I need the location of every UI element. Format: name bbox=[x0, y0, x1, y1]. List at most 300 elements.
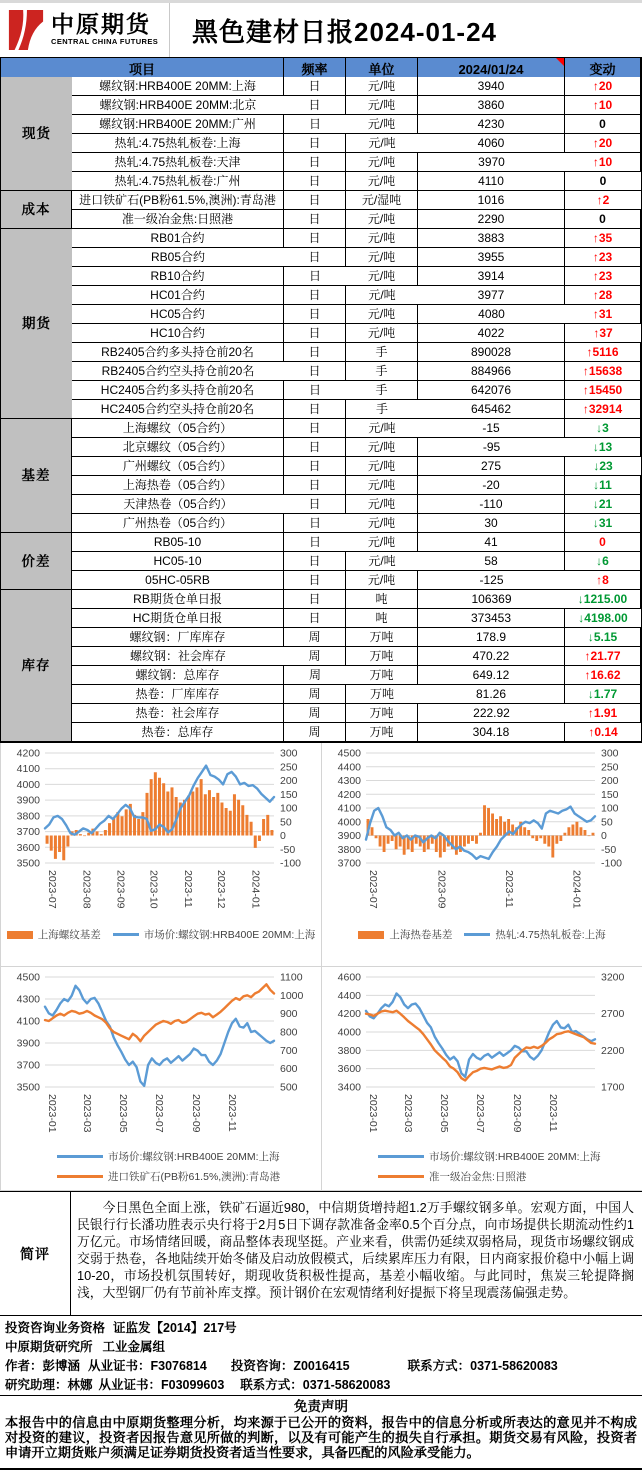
row-frequency: 日 bbox=[284, 381, 346, 400]
svg-text:2023-07: 2023-07 bbox=[46, 870, 58, 909]
logo-company-name-en: CENTRAL CHINA FUTURES bbox=[51, 37, 159, 46]
row-frequency: 日 bbox=[284, 77, 346, 96]
row-frequency: 日 bbox=[284, 267, 346, 286]
row-value: 645462 bbox=[418, 400, 565, 419]
row-item-name: 螺纹钢：厂库库存 bbox=[72, 628, 284, 647]
contact-line-3 bbox=[5, 1357, 642, 1376]
row-unit: 元/吨 bbox=[346, 438, 418, 457]
legend-label: 市场价:螺纹钢:HRB400E 20MM:上海 bbox=[429, 1151, 601, 1163]
row-frequency: 日 bbox=[284, 533, 346, 552]
row-change: ↓23 bbox=[565, 457, 641, 476]
row-change: ↓21 bbox=[565, 495, 641, 514]
contact-line-2 bbox=[5, 1338, 642, 1357]
svg-text:2700: 2700 bbox=[601, 1008, 625, 1021]
row-change: ↑15450 bbox=[565, 381, 641, 400]
row-value: 1016 bbox=[418, 191, 565, 210]
row-unit: 元/吨 bbox=[346, 419, 418, 438]
svg-text:2023-09: 2023-09 bbox=[189, 1094, 202, 1133]
contact-segment: 证监发【2014】217号 bbox=[113, 1321, 237, 1335]
row-unit: 万吨 bbox=[346, 647, 418, 666]
contact-segment: 从业证书：F03099603 bbox=[98, 1378, 225, 1392]
row-change: ↑21.77 bbox=[565, 647, 641, 666]
svg-text:150: 150 bbox=[601, 788, 619, 801]
row-item-name: 上海螺纹（05合约） bbox=[72, 419, 284, 438]
row-change: ↑10 bbox=[565, 96, 641, 115]
legend-label: 市场价:螺纹钢:HRB400E 20MM:上海 bbox=[143, 929, 316, 941]
svg-text:250: 250 bbox=[280, 761, 298, 774]
row-unit: 元/吨 bbox=[346, 77, 418, 96]
legend-item bbox=[464, 927, 605, 942]
line-series-swatch-icon bbox=[464, 933, 490, 937]
row-change: 0 bbox=[565, 172, 641, 191]
column-header-change: 变动 bbox=[565, 58, 641, 81]
legend-label: 进口铁矿石(PB粉61.5%,澳洲):青岛港 bbox=[108, 1171, 281, 1183]
svg-text:2023-09: 2023-09 bbox=[510, 1094, 523, 1133]
row-value: 4110 bbox=[418, 172, 565, 191]
svg-text:2023-11: 2023-11 bbox=[225, 1094, 238, 1132]
row-change: ↑1.91 bbox=[565, 704, 641, 723]
row-item-name: RB10合约 bbox=[72, 267, 284, 286]
row-frequency: 日 bbox=[284, 248, 346, 267]
row-item-name: 热轧:4.75热轧板卷:广州 bbox=[72, 172, 284, 191]
row-unit: 元/吨 bbox=[346, 552, 418, 571]
svg-text:2024-01: 2024-01 bbox=[570, 870, 583, 909]
row-unit: 手 bbox=[346, 343, 418, 362]
row-item-name: RB2405合约空头持仓前20名 bbox=[72, 362, 284, 381]
line-series-swatch-icon bbox=[378, 1175, 424, 1179]
contact-segment: 联系方式：0371-58620083 bbox=[240, 1378, 391, 1392]
legend-label: 上海热卷基差 bbox=[389, 929, 453, 941]
row-value: 275 bbox=[418, 457, 565, 476]
row-change: ↓1.77 bbox=[565, 685, 641, 704]
row-item-name: RB05合约 bbox=[72, 248, 284, 267]
contact-line-4 bbox=[5, 1376, 642, 1395]
row-item-name: HC2405合约多头持仓前20名 bbox=[72, 381, 284, 400]
contact-segment: 投资咨询业务资格 bbox=[5, 1321, 106, 1335]
row-unit: 手 bbox=[346, 362, 418, 381]
row-frequency: 周 bbox=[284, 685, 346, 704]
row-change: ↑20 bbox=[565, 134, 641, 153]
svg-text:3700: 3700 bbox=[16, 1059, 40, 1072]
row-unit: 元/吨 bbox=[346, 514, 418, 533]
svg-text:2200: 2200 bbox=[601, 1044, 625, 1057]
row-unit: 万吨 bbox=[346, 685, 418, 704]
row-unit: 吨 bbox=[346, 590, 418, 609]
row-unit: 元/吨 bbox=[346, 476, 418, 495]
svg-text:3900: 3900 bbox=[16, 794, 40, 807]
svg-text:0: 0 bbox=[280, 830, 286, 842]
svg-text:700: 700 bbox=[280, 1044, 298, 1057]
section-label-现货: 现货 bbox=[1, 77, 72, 191]
section-label-价差: 价差 bbox=[1, 533, 72, 590]
svg-text:-50: -50 bbox=[601, 843, 617, 856]
row-frequency: 日 bbox=[284, 115, 346, 134]
row-frequency: 日 bbox=[284, 305, 346, 324]
legend-label: 市场价:螺纹钢:HRB400E 20MM:上海 bbox=[108, 1151, 280, 1163]
row-unit: 元/吨 bbox=[346, 457, 418, 476]
legend-item bbox=[57, 1149, 280, 1164]
row-item-name: 螺纹钢:HRB400E 20MM:广州 bbox=[72, 115, 284, 134]
row-frequency: 日 bbox=[284, 400, 346, 419]
svg-text:3500: 3500 bbox=[16, 1081, 40, 1094]
chart-cell-2 bbox=[322, 743, 642, 967]
svg-text:900: 900 bbox=[280, 1008, 298, 1021]
row-unit: 元/吨 bbox=[346, 153, 418, 172]
row-value: 4060 bbox=[418, 134, 565, 153]
svg-text:4200: 4200 bbox=[337, 1008, 361, 1021]
row-change: ↓3 bbox=[565, 419, 641, 438]
row-item-name: 热卷：厂库库存 bbox=[72, 685, 284, 704]
chart-2-plot bbox=[322, 745, 641, 919]
svg-text:4100: 4100 bbox=[16, 1015, 40, 1028]
svg-text:0: 0 bbox=[601, 830, 607, 842]
row-frequency: 周 bbox=[284, 666, 346, 685]
svg-text:1700: 1700 bbox=[601, 1081, 625, 1094]
svg-text:2023-03: 2023-03 bbox=[401, 1094, 414, 1133]
contact-section bbox=[0, 1316, 642, 1396]
row-value: 884966 bbox=[418, 362, 565, 381]
line-series-swatch-icon bbox=[57, 1155, 103, 1159]
section-label-库存: 库存 bbox=[1, 590, 72, 742]
svg-text:2023-09: 2023-09 bbox=[114, 870, 127, 909]
svg-text:100: 100 bbox=[601, 802, 619, 815]
legend-item bbox=[378, 1169, 526, 1184]
row-frequency: 日 bbox=[284, 153, 346, 172]
chart-4-legend bbox=[322, 1149, 642, 1184]
row-unit: 万吨 bbox=[346, 666, 418, 685]
row-value: 890028 bbox=[418, 343, 565, 362]
row-change: ↑20 bbox=[565, 77, 641, 96]
comment-text: 今日黑色全面上涨，铁矿石逼近980，中信期货增持超1.2万手螺纹钢多单。宏观方面，中国人民银行行长潘功胜表示央行将于2月5日下调存款准备金率0.5个百分点，向市场提供长期流动性约1万亿元。市场情绪回暖，商品整体表现坚挺。产业来看，供需仍延续双弱格局，现货市场螺纹钢成交弱于热卷，各地陆续开始冬储及启动放假模式，后续累库压力有限，日内商家报价稳中小幅上调10-20，市场投机氛围转好，期现收货积极性提高，基差小幅收缩。与此同时，焦炭三轮提降搁浅，大型钢厂仍有节前补库支撑。预计钢价在宏观情绪利好提振下将呈现震荡偏强走势。 bbox=[77, 1200, 634, 1300]
svg-text:4100: 4100 bbox=[337, 802, 361, 815]
logo-company-name: 中原期货 bbox=[51, 12, 151, 37]
svg-text:3500: 3500 bbox=[16, 857, 40, 870]
legend-item bbox=[7, 927, 101, 942]
contact-segment: 联系方式：0371-58620083 bbox=[407, 1359, 558, 1373]
row-frequency: 日 bbox=[284, 419, 346, 438]
row-unit: 元/吨 bbox=[346, 305, 418, 324]
svg-text:4400: 4400 bbox=[337, 761, 361, 774]
row-value: 642076 bbox=[418, 381, 565, 400]
svg-text:3600: 3600 bbox=[16, 841, 40, 854]
row-value: -20 bbox=[418, 476, 565, 495]
legend-label: 热轧:4.75热轧板卷:上海 bbox=[495, 929, 606, 941]
svg-text:3200: 3200 bbox=[601, 971, 625, 984]
column-header-item: 项目 bbox=[1, 58, 284, 81]
column-header-freq: 频率 bbox=[284, 58, 346, 81]
row-unit: 元/吨 bbox=[346, 134, 418, 153]
row-value: 3955 bbox=[418, 248, 565, 267]
disclaimer-title: 免责声明 bbox=[294, 1399, 348, 1414]
row-change: ↓31 bbox=[565, 514, 641, 533]
row-change: ↑31 bbox=[565, 305, 641, 324]
row-change: ↑32914 bbox=[565, 400, 641, 419]
row-frequency: 日 bbox=[284, 191, 346, 210]
row-change: ↑37 bbox=[565, 324, 641, 343]
row-item-name: RB期货仓单日报 bbox=[72, 590, 284, 609]
row-unit: 元/吨 bbox=[346, 172, 418, 191]
svg-text:4200: 4200 bbox=[16, 747, 40, 760]
row-value: 222.92 bbox=[418, 704, 565, 723]
svg-text:4100: 4100 bbox=[16, 763, 40, 776]
comment-section bbox=[0, 1191, 642, 1316]
svg-text:-100: -100 bbox=[280, 857, 302, 870]
row-value: 3914 bbox=[418, 267, 565, 286]
row-frequency: 日 bbox=[284, 571, 346, 590]
chart-1-plot bbox=[1, 745, 320, 919]
row-change: ↓1215.00 bbox=[565, 590, 641, 609]
row-change: ↑35 bbox=[565, 229, 641, 248]
row-change: ↓4198.00 bbox=[565, 609, 641, 628]
contact-segment: 作者：彭博涵 bbox=[5, 1359, 81, 1373]
row-item-name: 上海热卷（05合约） bbox=[72, 476, 284, 495]
row-value: 58 bbox=[418, 552, 565, 571]
line-series-swatch-icon bbox=[113, 933, 139, 937]
legend-item bbox=[57, 1169, 280, 1184]
row-frequency: 日 bbox=[284, 324, 346, 343]
legend-item bbox=[378, 1149, 601, 1164]
column-header-unit: 单位 bbox=[346, 58, 418, 81]
svg-text:2023-07: 2023-07 bbox=[153, 1094, 166, 1133]
svg-text:250: 250 bbox=[601, 761, 619, 774]
svg-text:2023-07: 2023-07 bbox=[367, 870, 379, 909]
legend-item bbox=[113, 927, 316, 942]
row-item-name: 螺纹钢：社会库存 bbox=[72, 647, 284, 666]
row-item-name: HC2405合约空头持仓前20名 bbox=[72, 400, 284, 419]
svg-text:300: 300 bbox=[601, 747, 619, 760]
row-item-name: 广州螺纹（05合约） bbox=[72, 457, 284, 476]
contact-segment: 投资咨询：Z0016415 bbox=[230, 1359, 350, 1373]
row-value: 304.18 bbox=[418, 723, 565, 742]
logo-mark-icon bbox=[7, 9, 45, 51]
row-frequency: 日 bbox=[284, 96, 346, 115]
row-item-name: 进口铁矿石(PB粉61.5%,澳洲):青岛港 bbox=[72, 191, 284, 210]
row-change: 0 bbox=[565, 115, 641, 134]
row-frequency: 周 bbox=[284, 704, 346, 723]
svg-text:3900: 3900 bbox=[337, 830, 361, 842]
chart-2-legend bbox=[322, 927, 642, 942]
row-value: 3883 bbox=[418, 229, 565, 248]
row-frequency: 日 bbox=[284, 286, 346, 305]
svg-text:2023-09: 2023-09 bbox=[435, 870, 448, 909]
svg-text:100: 100 bbox=[280, 802, 298, 815]
row-value: 30 bbox=[418, 514, 565, 533]
row-item-name: RB05-10 bbox=[72, 533, 284, 552]
row-unit: 元/吨 bbox=[346, 248, 418, 267]
row-frequency: 日 bbox=[284, 210, 346, 229]
chart-3-legend bbox=[1, 1149, 321, 1184]
line-series-swatch-icon bbox=[378, 1155, 424, 1159]
row-unit: 元/吨 bbox=[346, 495, 418, 514]
row-unit: 元/吨 bbox=[346, 533, 418, 552]
row-change: ↑5116 bbox=[565, 343, 641, 362]
row-unit: 元/吨 bbox=[346, 267, 418, 286]
row-change: ↓13 bbox=[565, 438, 641, 457]
report-header bbox=[0, 0, 642, 57]
svg-text:2023-01: 2023-01 bbox=[46, 1094, 58, 1133]
report-title: 黑色建材日报2024-01-24 bbox=[192, 16, 497, 47]
row-change: ↑16.62 bbox=[565, 666, 641, 685]
row-value: -110 bbox=[418, 495, 565, 514]
row-item-name: HC10合约 bbox=[72, 324, 284, 343]
row-item-name: 热轧:4.75热轧板卷:天津 bbox=[72, 153, 284, 172]
row-unit: 手 bbox=[346, 381, 418, 400]
column-header-date: 2024/01/24 bbox=[418, 58, 565, 81]
row-change: ↓11 bbox=[565, 476, 641, 495]
row-unit: 万吨 bbox=[346, 704, 418, 723]
svg-text:3600: 3600 bbox=[337, 1063, 361, 1076]
row-item-name: RB2405合约多头持仓前20名 bbox=[72, 343, 284, 362]
svg-text:4200: 4200 bbox=[337, 788, 361, 801]
svg-text:4300: 4300 bbox=[337, 775, 361, 787]
svg-text:50: 50 bbox=[601, 816, 613, 829]
chart-cell-1 bbox=[1, 743, 322, 967]
svg-text:2023-05: 2023-05 bbox=[437, 1094, 450, 1133]
svg-text:3800: 3800 bbox=[337, 843, 361, 856]
chart-cell-3 bbox=[1, 967, 322, 1191]
svg-text:2023-11: 2023-11 bbox=[182, 870, 195, 908]
svg-text:4600: 4600 bbox=[337, 971, 361, 984]
row-value: 373453 bbox=[418, 609, 565, 628]
row-change: ↑28 bbox=[565, 286, 641, 305]
row-unit: 元/吨 bbox=[346, 96, 418, 115]
row-item-name: 北京螺纹（05合约） bbox=[72, 438, 284, 457]
svg-text:200: 200 bbox=[280, 775, 298, 787]
legend-item bbox=[358, 927, 452, 942]
svg-text:4000: 4000 bbox=[337, 1026, 361, 1039]
row-item-name: 热卷：总库存 bbox=[72, 723, 284, 742]
row-unit: 万吨 bbox=[346, 628, 418, 647]
row-unit: 吨 bbox=[346, 609, 418, 628]
row-frequency: 日 bbox=[284, 457, 346, 476]
contact-line-1 bbox=[5, 1319, 642, 1338]
row-item-name: 螺纹钢:HRB400E 20MM:上海 bbox=[72, 77, 284, 96]
row-item-name: 螺纹钢：总库存 bbox=[72, 666, 284, 685]
row-change: ↑15638 bbox=[565, 362, 641, 381]
svg-text:4000: 4000 bbox=[337, 816, 361, 829]
svg-text:2023-01: 2023-01 bbox=[367, 1094, 379, 1133]
row-unit: 万吨 bbox=[346, 723, 418, 742]
svg-text:2023-08: 2023-08 bbox=[80, 870, 93, 909]
bar-series-swatch-icon bbox=[358, 931, 384, 939]
row-frequency: 日 bbox=[284, 362, 346, 381]
svg-text:3700: 3700 bbox=[16, 826, 40, 839]
row-value: 3977 bbox=[418, 286, 565, 305]
section-label-成本: 成本 bbox=[1, 191, 72, 229]
svg-text:1100: 1100 bbox=[280, 971, 303, 984]
svg-text:1000: 1000 bbox=[280, 989, 304, 1002]
svg-text:4300: 4300 bbox=[16, 993, 40, 1006]
row-value: 41 bbox=[418, 533, 565, 552]
row-frequency: 日 bbox=[284, 495, 346, 514]
svg-text:3900: 3900 bbox=[16, 1037, 40, 1050]
chart-4-plot bbox=[322, 969, 641, 1143]
row-frequency: 日 bbox=[284, 552, 346, 571]
contact-segment: 从业证书：F3076814 bbox=[88, 1359, 207, 1373]
svg-text:2023-12: 2023-12 bbox=[215, 870, 228, 909]
row-frequency: 周 bbox=[284, 647, 346, 666]
row-frequency: 日 bbox=[284, 438, 346, 457]
charts-grid bbox=[0, 743, 642, 1191]
row-unit: 元/吨 bbox=[346, 229, 418, 248]
row-change: 0 bbox=[565, 533, 641, 552]
row-change: ↑10 bbox=[565, 153, 641, 172]
row-unit: 元/吨 bbox=[346, 286, 418, 305]
svg-text:600: 600 bbox=[280, 1063, 298, 1076]
row-value: 3970 bbox=[418, 153, 565, 172]
row-value: 3860 bbox=[418, 96, 565, 115]
row-value: 2290 bbox=[418, 210, 565, 229]
row-unit: 元/吨 bbox=[346, 324, 418, 343]
row-value: 4022 bbox=[418, 324, 565, 343]
row-frequency: 日 bbox=[284, 134, 346, 153]
svg-text:2024-01: 2024-01 bbox=[249, 870, 262, 909]
row-item-name: HC05合约 bbox=[72, 305, 284, 324]
row-item-name: 05HC-05RB bbox=[72, 571, 284, 590]
chart-cell-4 bbox=[322, 967, 642, 1191]
row-frequency: 日 bbox=[284, 609, 346, 628]
svg-text:500: 500 bbox=[280, 1081, 298, 1094]
row-item-name: 螺纹钢:HRB400E 20MM:北京 bbox=[72, 96, 284, 115]
row-item-name: 热轧:4.75热轧板卷:上海 bbox=[72, 134, 284, 153]
row-change: ↑8 bbox=[565, 571, 641, 590]
company-logo bbox=[0, 3, 170, 57]
row-value: 81.26 bbox=[418, 685, 565, 704]
svg-text:200: 200 bbox=[601, 775, 619, 787]
row-value: 470.22 bbox=[418, 647, 565, 666]
row-item-name: 准一级冶金焦:日照港 bbox=[72, 210, 284, 229]
row-item-name: RB01合约 bbox=[72, 229, 284, 248]
row-value: 649.12 bbox=[418, 666, 565, 685]
row-unit: 元/吨 bbox=[346, 571, 418, 590]
comment-label: 简评 bbox=[0, 1192, 71, 1315]
line-series-swatch-icon bbox=[57, 1175, 103, 1179]
row-item-name: HC01合约 bbox=[72, 286, 284, 305]
section-label-期货: 期货 bbox=[1, 229, 72, 419]
contact-segment: 中原期货研究所 bbox=[5, 1340, 93, 1354]
chart-1-legend bbox=[1, 927, 321, 942]
row-change: ↓5.15 bbox=[565, 628, 641, 647]
svg-text:4000: 4000 bbox=[16, 778, 40, 791]
price-table bbox=[0, 57, 642, 743]
row-item-name: 天津热卷（05合约） bbox=[72, 495, 284, 514]
row-unit: 元/湿吨 bbox=[346, 191, 418, 210]
row-item-name: HC期货仓单日报 bbox=[72, 609, 284, 628]
disclaimer-section bbox=[0, 1396, 642, 1470]
svg-text:2023-07: 2023-07 bbox=[474, 1094, 487, 1133]
row-item-name: 广州热卷（05合约） bbox=[72, 514, 284, 533]
row-frequency: 日 bbox=[284, 229, 346, 248]
svg-text:2023-11: 2023-11 bbox=[503, 870, 516, 908]
row-item-name: HC05-10 bbox=[72, 552, 284, 571]
row-value: 4080 bbox=[418, 305, 565, 324]
legend-label: 准一级冶金焦:日照港 bbox=[429, 1171, 527, 1183]
svg-text:2023-11: 2023-11 bbox=[546, 1094, 559, 1132]
svg-text:300: 300 bbox=[280, 747, 298, 760]
row-value: -95 bbox=[418, 438, 565, 457]
row-unit: 元/吨 bbox=[346, 210, 418, 229]
section-label-基差: 基差 bbox=[1, 419, 72, 533]
row-frequency: 日 bbox=[284, 172, 346, 191]
svg-text:4500: 4500 bbox=[337, 747, 361, 760]
row-change: 0 bbox=[565, 210, 641, 229]
row-unit: 元/吨 bbox=[346, 115, 418, 134]
svg-text:800: 800 bbox=[280, 1026, 298, 1039]
row-frequency: 日 bbox=[284, 590, 346, 609]
row-value: 4230 bbox=[418, 115, 565, 134]
row-value: -15 bbox=[418, 419, 565, 438]
svg-text:2023-10: 2023-10 bbox=[147, 870, 160, 909]
